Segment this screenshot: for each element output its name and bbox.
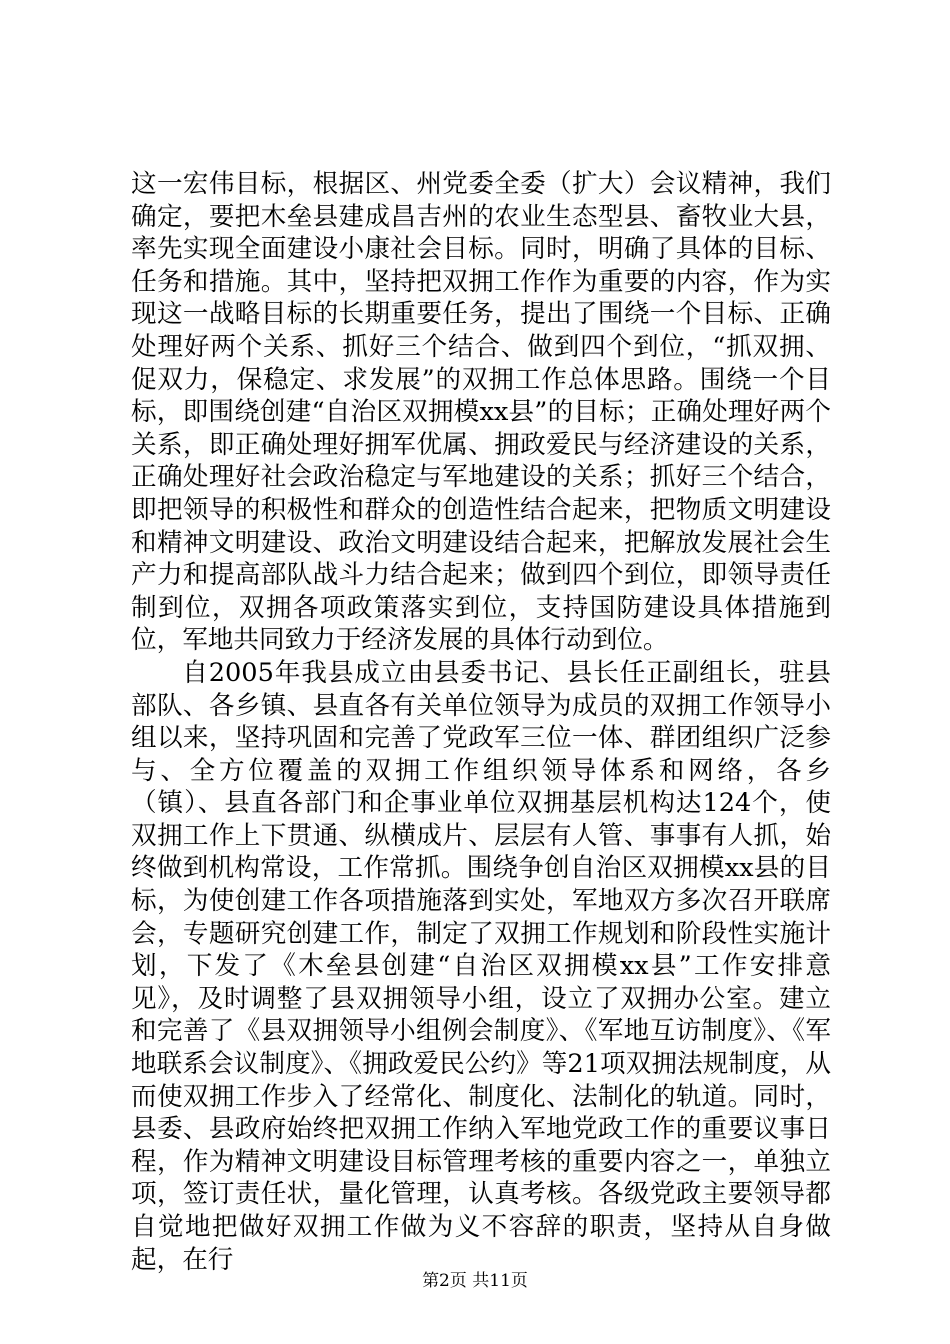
- paragraph-1: 这一宏伟目标，根据区、州党委全委（扩大）会议精神，我们确定，要把木垒县建成昌吉州的农业生态型县、畜牧业大县，率先实现全面建设小康社会目标。同时，明确了具体的目标、任务和措施。其中，坚持把双拥工作作为重要的内容，作为实现这一战略目标的长期重要任务，提出了围绕一个目标、正确处理好两个关系、抓好三个结合、做到四个到位，“抓双拥、促双力，保稳定、求发展”的双拥工作总体思路。围绕一个目标，即围绕创建“自治区双拥模xx县”的目标；正确处理好两个关系，即正确处理好拥军优属、拥政爱民与经济建设的关系，正确处理好社会政治稳定与军地建设的关系；抓好三个结合，即把领导的积极性和群众的创造性结合起来，把物质文明建设和精神文明建设、政治文明建设结合起来，把解放发展社会生产力和提高部队战斗力结合起来；做到四个到位，即领导责任制到位，双拥各项政策落实到位，支持国防建设具体措施到位，军地共同致力于经济发展的具体行动到位。: [131, 169, 831, 656]
- paragraph-2: 自2005年我县成立由县委书记、县长任正副组长，驻县部队、各乡镇、县直各有关单位领导为成员的双拥工作领导小组以来，坚持巩固和完善了党政军三位一体、群团组织广泛参与、全方位覆盖的双拥工作组织领导体系和网络，各乡（镇）、县直各部门和企事业单位双拥基层机构达124个，使双拥工作上下贯通、纵横成片、层层有人管、事事有人抓，始终做到机构常设，工作常抓。围绕争创自治区双拥模xx县的目标，为使创建工作各项措施落到实处，军地双方多次召开联席会，专题研究创建工作，制定了双拥工作规划和阶段性实施计划，下发了《木垒县创建“自治区双拥模xx县”工作安排意见》，及时调整了县双拥领导小组，设立了双拥办公室。建立和完善了《县双拥领导小组例会制度》、《军地互访制度》、《军地联系会议制度》、《拥政爱民公约》等21项双拥法规制度，从而使双拥工作步入了经常化、制度化、法制化的轨道。同时，县委、县政府始终把双拥工作纳入军地党政工作的重要议事日程，作为精神文明建设目标管理考核的重要内容之一，单独立项，签订责任状，量化管理，认真考核。各级党政主要领导都自觉地把做好双拥工作做为义不容辞的职责，坚持从自身做起，在行: [131, 657, 831, 1275]
- page-footer: 第2页 共11页: [422, 1271, 528, 1291]
- document-body: [131, 168, 831, 1276]
